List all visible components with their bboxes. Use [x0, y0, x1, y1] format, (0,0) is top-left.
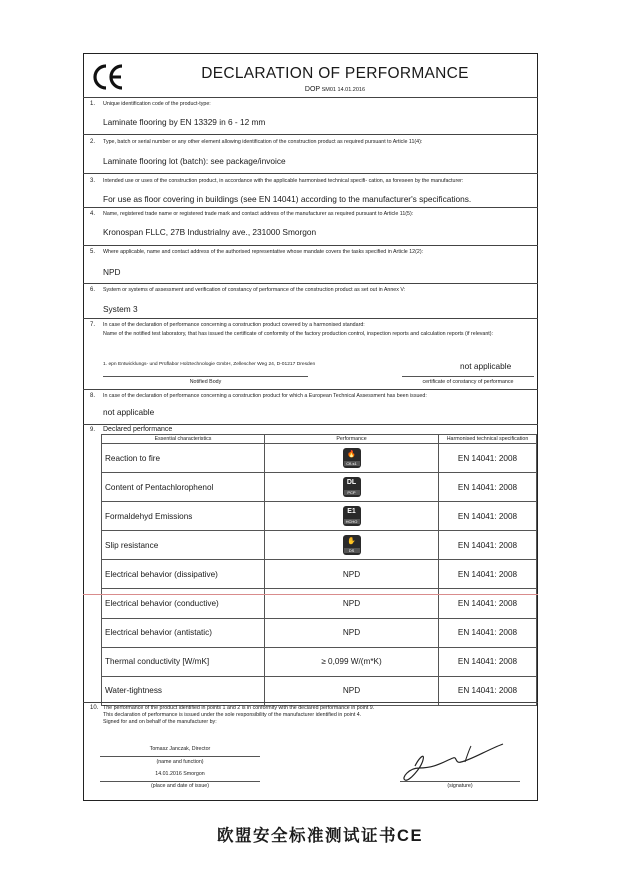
section-number: 9. [90, 427, 96, 433]
handwritten-signature [395, 738, 515, 786]
section-label: Where applicable, name and contact address of the authorised representative whose mandate covers the tasks specified in Article 12(2): [103, 249, 424, 255]
spec-cell: EN 14041: 2008 [439, 676, 537, 705]
section-label: Unique identification code of the product-type: [103, 101, 211, 107]
signer-name: Tomasz Janczak, Director [149, 746, 211, 752]
divider [83, 134, 538, 135]
spec-cell: EN 14041: 2008 [439, 560, 537, 589]
column-header: Essential characteristics [102, 435, 265, 444]
signature-caption: (signature) [447, 783, 473, 789]
section-label: Declared performance [103, 426, 173, 433]
section-label: This declaration of performance is issued under the sole responsibility of the manufacturer identified in point 4. [103, 712, 362, 718]
e1-hcho-icon: E1 HCHO [343, 506, 361, 526]
column-header: Performance [265, 435, 439, 444]
notified-body-name: 1. epn Entwicklungs- und Prüflabor Holztechnologie GmbH, Zellescher Weg 24, D-01217 Dresden [103, 362, 316, 367]
section-label: Type, batch or serial number or any other element allowing identification of the construction product as required pursuant to Article 11(4): [103, 139, 423, 145]
performance-cell [265, 502, 439, 531]
document-title: DECLARATION OF PERFORMANCE [201, 65, 469, 82]
ce-mark-logo [91, 62, 125, 92]
section-value: System 3 [103, 304, 138, 314]
section-value: For use as floor covering in buildings (see EN 14041) according to the manufacturer's specifications. [103, 194, 472, 204]
section-label: Name, registered trade name or registered trade mark and contact address of the manufacturer as required pursuant to Article 11(5): [103, 211, 414, 217]
underline [100, 781, 260, 782]
divider [83, 389, 538, 390]
section-label: In case of the declaration of performance concerning a construction product covered by a harmonised standard: [103, 322, 365, 328]
performance-cell: NPD [265, 589, 439, 618]
spec-cell: EN 14041: 2008 [439, 647, 537, 676]
divider [83, 97, 538, 98]
spec-cell: EN 14041: 2008 [439, 589, 537, 618]
characteristic-cell: Electrical behavior (dissipative) [102, 560, 265, 589]
underline [100, 756, 260, 757]
pcp-icon: DL PCP [343, 477, 361, 497]
table-row [102, 676, 537, 705]
section-label: System or systems of assessment and verification of constancy of performance of the construction product as set out in Annex V: [103, 287, 406, 293]
performance-cell [265, 444, 439, 473]
section-number: 5. [90, 249, 96, 255]
table-header-row [102, 435, 537, 444]
table-row [102, 647, 537, 676]
performance-cell: NPD [265, 560, 439, 589]
divider [83, 245, 538, 246]
table-row [102, 531, 537, 560]
section-label: The performance of the product identified in points 1 and 2 is in conformity with the declared performance in point 9. [103, 705, 375, 711]
divider [83, 283, 538, 284]
notified-body-caption: Notified Body [189, 379, 222, 385]
section-label: Signed for and on behalf of the manufacturer by: [103, 719, 217, 725]
performance-cell: NPD [265, 618, 439, 647]
underline [103, 376, 308, 377]
characteristic-cell: Water-tightness [102, 676, 265, 705]
spec-cell: EN 14041: 2008 [439, 531, 537, 560]
table-row [102, 444, 537, 473]
performance-cell: NPD [265, 676, 439, 705]
section-label: In case of the declaration of performance concerning a construction product for which a European Technical Assessment has been issued: [103, 393, 427, 399]
performance-cell: ≥ 0,099 W/(m*K) [265, 647, 439, 676]
certificate-caption: certificate of constancy of performance [422, 379, 514, 385]
table-row [102, 502, 537, 531]
section-number: 1. [90, 101, 96, 107]
underline [402, 376, 534, 377]
section-number: 4. [90, 211, 96, 217]
section-value: not applicable [103, 407, 155, 417]
spec-cell: EN 14041: 2008 [439, 502, 537, 531]
performance-cell [265, 531, 439, 560]
table-row [102, 473, 537, 502]
section-number: 3. [90, 178, 96, 184]
spec-cell: EN 14041: 2008 [439, 444, 537, 473]
section-number: 6. [90, 287, 96, 293]
divider [83, 173, 538, 174]
spec-cell: EN 14041: 2008 [439, 473, 537, 502]
section-label: Intended use or uses of the construction product, in accordance with the applicable harmonised technical specifi- cation, as foreseen by the manufacturer: [103, 178, 464, 184]
table-row [102, 560, 537, 589]
section-label: Name of the notified test laboratory, that has issued the certificate of conformity of the factory production control, inspection reports and calculation reports (if relevant): [103, 331, 494, 337]
dop-code: DOP SM01 14.01.2016 [304, 86, 366, 93]
section-number: 7. [90, 322, 96, 328]
divider [83, 424, 538, 425]
divider [83, 702, 538, 703]
place-date: 14.01.2016 Smorgon [155, 771, 205, 777]
spec-cell: EN 14041: 2008 [439, 618, 537, 647]
section-number: 8. [90, 393, 96, 399]
section-value: Laminate flooring lot (batch): see package/invoice [103, 156, 286, 166]
characteristic-cell: Content of Pentachlorophenol [102, 473, 265, 502]
page-caption: 欧盟安全标准测试证书CE [217, 827, 423, 845]
fire-class-icon: 🔥 Cfl-s1 [343, 448, 361, 468]
characteristic-cell: Slip resistance [102, 531, 265, 560]
characteristic-cell: Thermal conductivity [W/mK] [102, 647, 265, 676]
declared-performance-table [101, 434, 537, 706]
characteristic-cell: Reaction to fire [102, 444, 265, 473]
slip-resistance-icon: ✋ DS [343, 535, 361, 555]
section-value: Laminate flooring by EN 13329 in 6 - 12 mm [103, 117, 266, 127]
column-header: Harmonised technical specification [439, 435, 537, 444]
underline [400, 781, 520, 782]
name-caption: (name and function) [156, 759, 204, 765]
divider [83, 207, 538, 208]
characteristic-cell: Electrical behavior (antistatic) [102, 618, 265, 647]
place-caption: (place and date of issue) [150, 783, 209, 789]
divider [83, 318, 538, 319]
section-number: 2. [90, 139, 96, 145]
section-value: Kronospan FLLC, 27B Industrialny ave., 231000 Smorgon [103, 227, 317, 237]
table-row [102, 618, 537, 647]
characteristic-cell: Formaldehyd Emissions [102, 502, 265, 531]
characteristic-cell: Electrical behavior (conductive) [102, 589, 265, 618]
section-value: NPD [103, 267, 121, 277]
certificate-value: not applicable [460, 361, 512, 371]
scan-artifact-line [83, 594, 538, 595]
performance-cell [265, 473, 439, 502]
section-number: 10. [90, 705, 99, 711]
